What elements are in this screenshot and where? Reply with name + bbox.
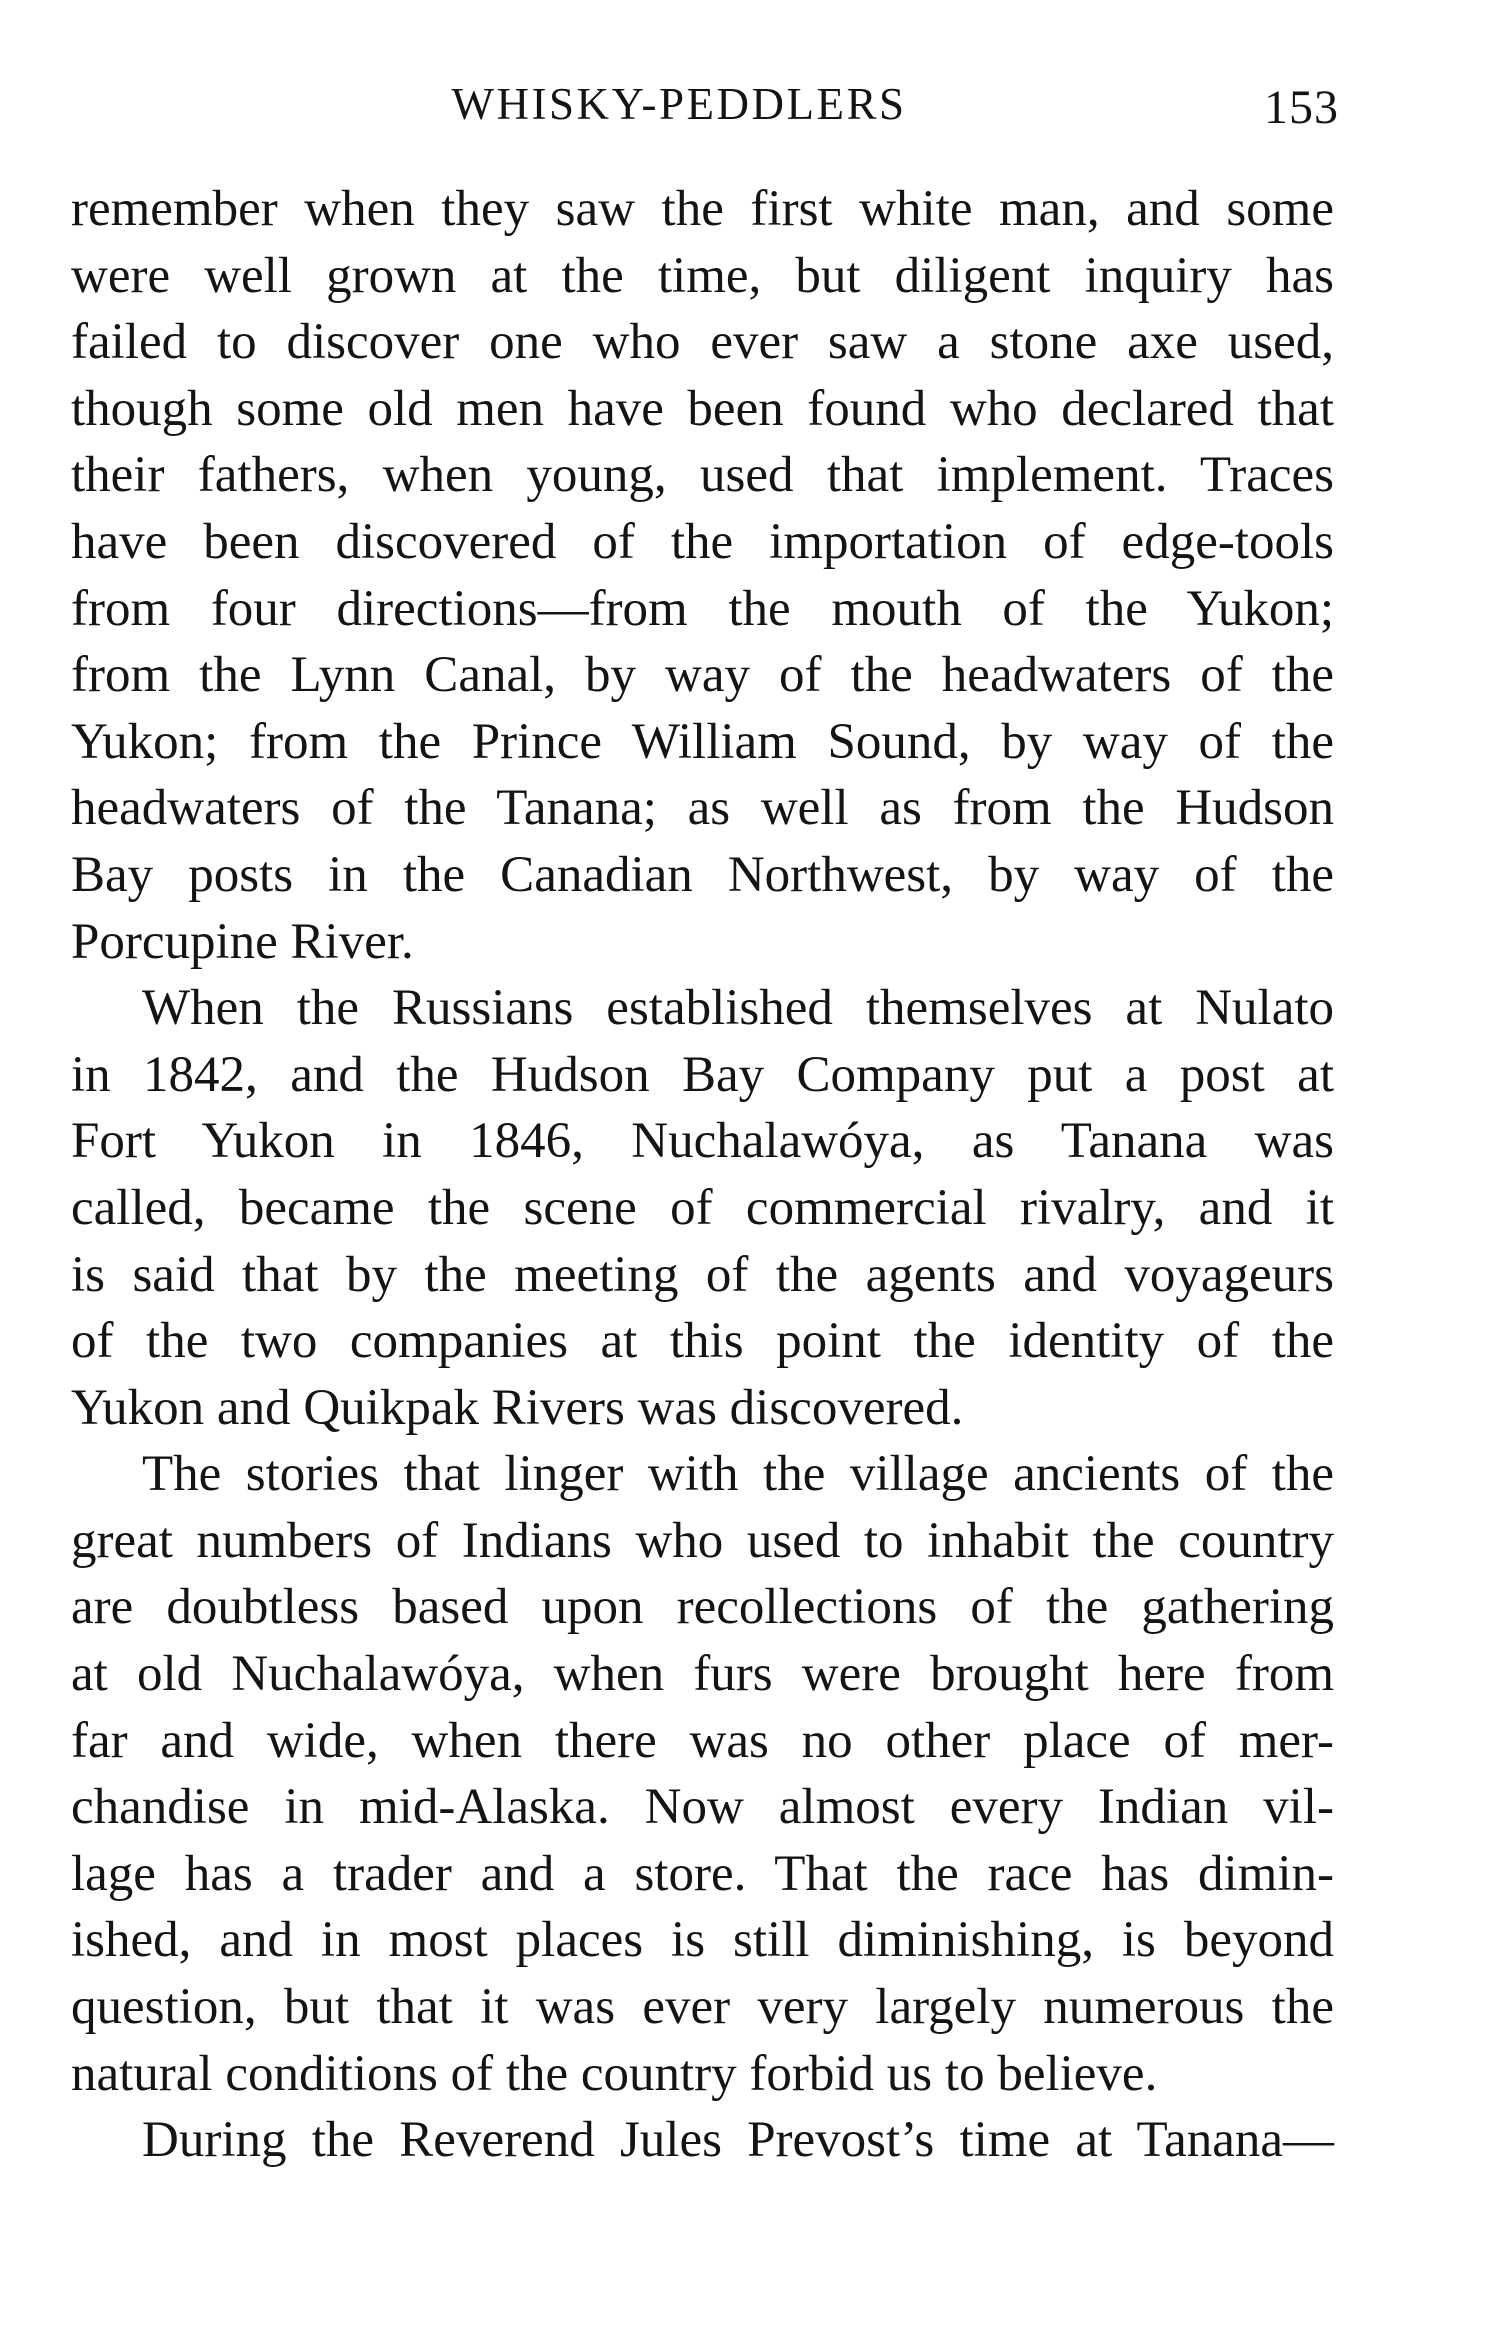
text-line: Fort Yukon in 1846, Nuchalawóya, as Tanana was: [71, 1113, 1334, 1170]
text-line: have been discovered of the importation of edge-tools: [71, 513, 1334, 570]
text-line: When the Russians established themselves at Nulato: [142, 980, 1334, 1037]
paragraph-1: [71, 176, 1334, 975]
text-line: is said that by the meeting of the agents and voyageurs: [71, 1246, 1334, 1303]
text-line: are doubtless based upon recollections of the gathering: [71, 1579, 1334, 1636]
text-line: Yukon and Quikpak Rivers was discovered.: [71, 1379, 964, 1436]
text-line: in 1842, and the Hudson Bay Company put a post at: [71, 1046, 1334, 1103]
text-line: great numbers of Indians who used to inhabit the country: [71, 1512, 1334, 1569]
page-number: 153: [1264, 81, 1339, 134]
text-line: Bay posts in the Canadian Northwest, by way of the: [71, 846, 1334, 903]
text-line: though some old men have been found who declared that: [71, 380, 1334, 437]
text-line: Porcupine River.: [71, 913, 414, 970]
text-line: from the Lynn Canal, by way of the headwaters of the: [71, 647, 1334, 704]
text-line: ished, and in most places is still diminishing, is beyond: [71, 1912, 1334, 1969]
paragraph-3: [71, 1441, 1334, 2107]
text-line: question, but that it was ever very largely numerous the: [71, 1979, 1334, 2036]
text-line: During the Reverend Jules Prevost’s time at Tanana—: [142, 2112, 1334, 2169]
text-line: far and wide, when there was no other place of mer-: [71, 1712, 1334, 1769]
running-head: [0, 78, 1489, 138]
body-text: [71, 176, 1334, 2174]
text-line: of the two companies at this point the identity of the: [71, 1313, 1334, 1370]
text-line: natural conditions of the country forbid us to believe.: [71, 2045, 1158, 2102]
text-line: chandise in mid-Alaska. Now almost every Indian vil-: [71, 1779, 1334, 1836]
text-line: were well grown at the time, but diligent inquiry has: [71, 247, 1334, 304]
text-line: from four directions—from the mouth of the Yukon;: [71, 580, 1334, 637]
text-line: Yukon; from the Prince William Sound, by way of the: [71, 713, 1334, 770]
text-line: at old Nuchalawóya, when furs were brought here from: [71, 1646, 1334, 1703]
text-line: failed to discover one who ever saw a stone axe used,: [71, 314, 1334, 371]
paragraph-4: [71, 2107, 1334, 2174]
text-line: remember when they saw the first white man, and some: [71, 181, 1334, 237]
text-line: called, became the scene of commercial rivalry, and it: [71, 1179, 1334, 1236]
paragraph-2: [71, 975, 1334, 1441]
text-line: headwaters of the Tanana; as well as from the Hudson: [71, 780, 1334, 837]
text-line: The stories that linger with the village ancients of the: [142, 1446, 1334, 1503]
text-line: their fathers, when young, used that implement. Traces: [71, 447, 1334, 504]
text-line: lage has a trader and a store. That the race has dimin-: [71, 1845, 1334, 1902]
running-title: WHISKY-PEDDLERS: [451, 79, 907, 129]
